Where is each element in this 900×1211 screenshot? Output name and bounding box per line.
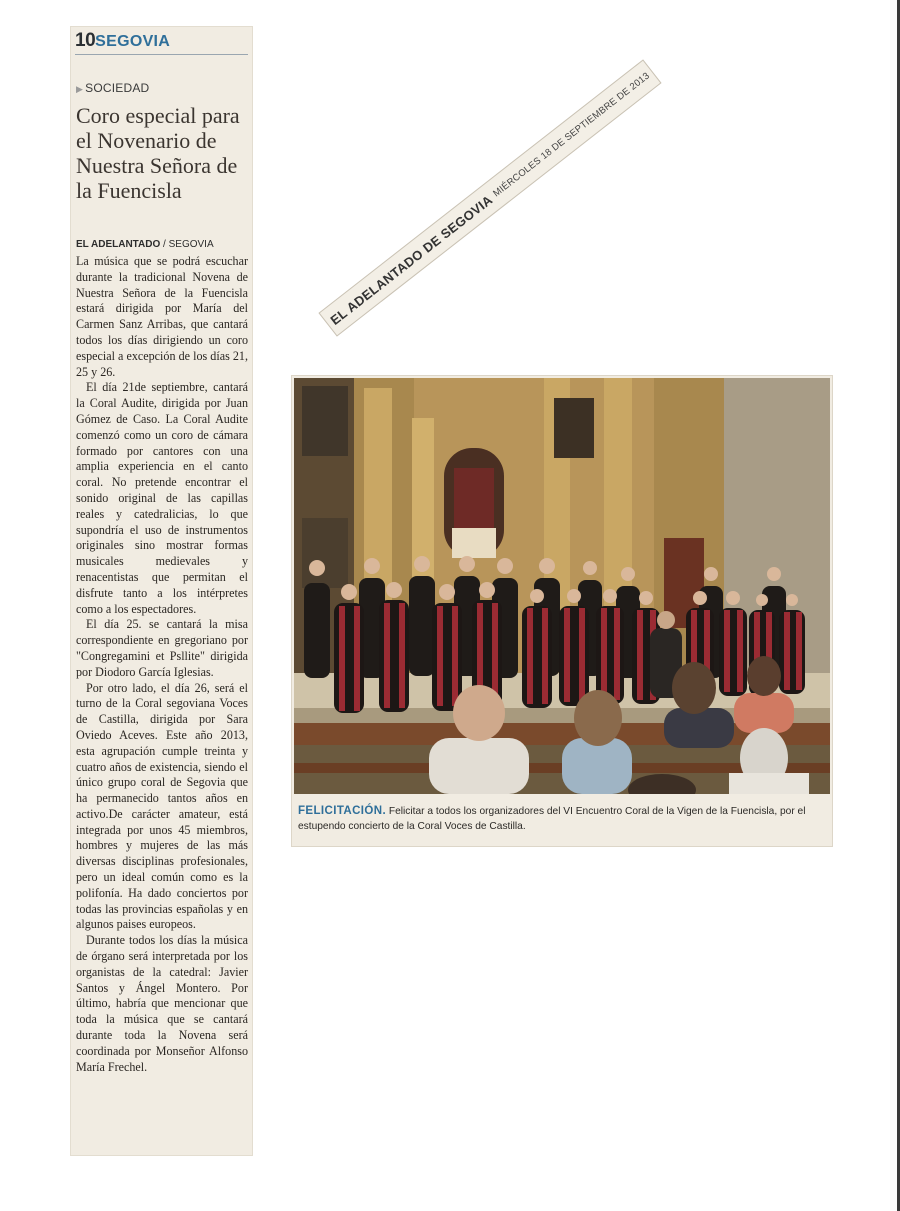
date-strip	[318, 59, 661, 336]
article-paragraph: El día 21de septiembre, cantará la Coral Audite, dirigida por Juan Gómez de Caso. La Coral Audite comenzó como un coro de cámara formado por cantores con una amplia experiencia en el canto coral. No pretende encontrar el sonido original de las capillas reales y catedralicias, lo que supondría el uso de instrumentos originales sino mostrar formas musicales medievales y renacentistas que permitan el disfrute tanto a los intérpretes como a los espectadores.	[76, 380, 248, 616]
triangle-icon: ▶	[76, 84, 84, 94]
publication-date: MIÉRCOLES 18 DE SEPTIEMBRE DE 2013	[490, 70, 652, 199]
publication-name: EL ADELANTADO DE SEGOVIA	[327, 191, 495, 328]
date-strip-area	[292, 50, 682, 350]
choir-photo	[294, 378, 830, 794]
photo-caption	[298, 804, 828, 834]
article-body	[76, 254, 248, 1075]
article-headline: Coro especial para el Novenario de Nuestra Señora de la Fuencisla	[76, 103, 240, 203]
section-name: SEGOVIA	[95, 33, 171, 50]
page-number: 10	[75, 30, 96, 51]
kicker-label: SOCIEDAD	[85, 81, 150, 95]
byline-place: / SEGOVIA	[160, 239, 214, 250]
photo-clipping	[292, 376, 832, 846]
article-paragraph: Por otro lado, el día 26, será el turno de la Coral segoviana Voces de Castilla, dirigida por Sara Oviedo Aceves. Este año 2013, esta agrupación cumple treinta y cuatro años de existencia, siendo el único grupo coral de Segovia que ha permanecido tantos años en activo.De carácter amateur, está integrada por unos 45 miembros, hombres y mujeres de las más diversas disciplinas profesionales, pero un ideal común como es la polifonía. Ha dado conciertos por todas las provincias españolas y en algunos paises europeos.	[76, 680, 248, 932]
byline-org: EL ADELANTADO	[76, 239, 161, 250]
article-kicker	[76, 81, 149, 95]
article-byline	[76, 239, 214, 250]
caption-lead: FELICITACIÓN.	[298, 805, 387, 817]
caption-text: Felicitar a todos los organizadores del VI Encuentro Coral de la Vigen de la Fuencisla, por el estupendo concierto de la Coral Voces de Castilla.	[298, 806, 806, 832]
article-paragraph: Durante todos los días la música de órgano será interpretada por los organistas de la catedral: Javier Santos y Ángel Montero. Por último, habría que mencionar que toda la música que se cantará durante toda la Novena será coordinada por Monseñor Alfonso María Frechel.	[76, 933, 248, 1074]
article-clipping	[71, 27, 252, 1155]
article-paragraph: El día 25. se cantará la misa correspondiente en gregoriano por "Congregamini et Psllite" dirigida por Diodoro García Iglesias.	[76, 617, 248, 679]
page-header	[75, 30, 248, 55]
article-paragraph: La música que se podrá escuchar durante la tradicional Novena de Nuestra Señora de la Fuencisla estará dirigida por María del Carmen Sanz Arribas, que cantará todos los días dirigiendo un coro especial a excepción de los días 21, 25 y 26.	[76, 254, 248, 379]
